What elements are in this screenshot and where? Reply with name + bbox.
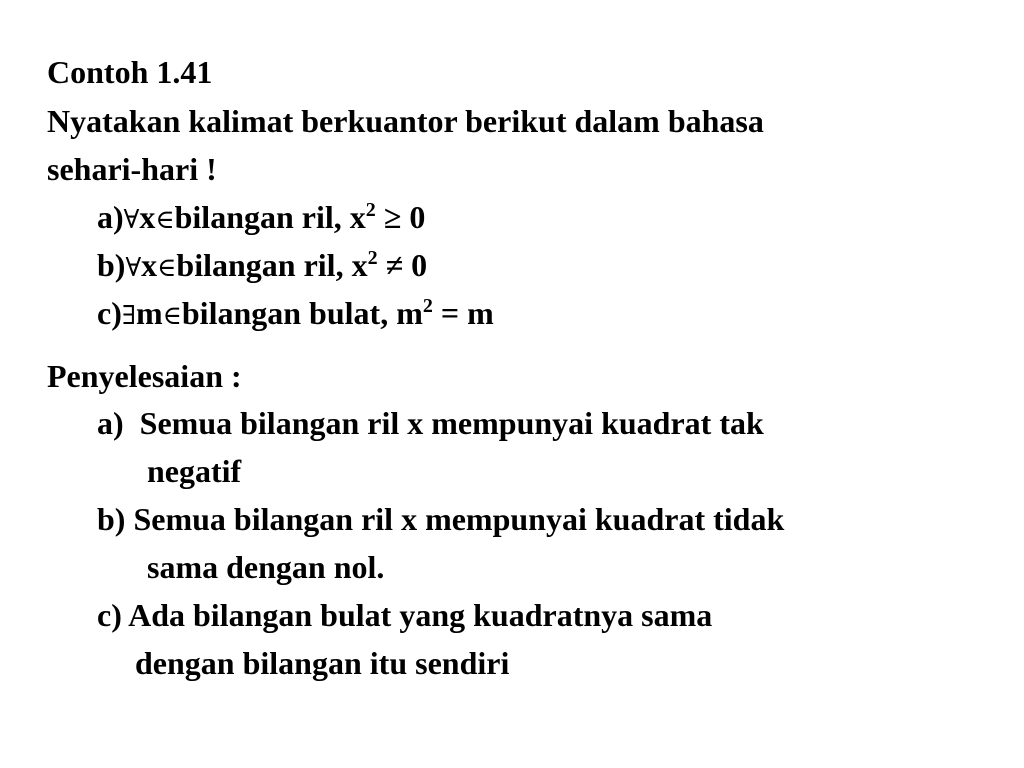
answer-label: a) [97,405,124,441]
statement-variable: m [135,295,163,331]
statement-relation: ≠ 0 [385,247,428,283]
exponent: 2 [367,247,378,269]
answer-b-line-2: sama dengan nol. [147,549,385,585]
exponent: 2 [365,199,376,221]
statement-domain: bilangan ril, x [174,199,366,235]
answer-b-line-1 [97,499,784,539]
answer-a-line-2: negatif [147,453,242,489]
statement-domain: bilangan bulat, m [181,295,423,331]
exists-symbol: ∃ [121,301,136,331]
solution-heading: Penyelesaian : [47,358,242,394]
statement-variable: x [139,199,156,235]
statement-relation: ≥ 0 [383,199,426,235]
statement-label: c) [97,295,122,331]
slide-title: Contoh 1.41 [47,54,213,90]
answer-a-line-1 [97,403,764,443]
element-of-symbol: ∈ [162,301,182,331]
for-all-symbol: ∀ [123,205,140,235]
answer-c-line-2: dengan bilangan itu sendiri [135,645,510,681]
instruction-line-1: Nyatakan kalimat berkuantor berikut dalam bahasa [47,103,764,139]
statement-domain: bilangan ril, x [176,247,368,283]
statement-label: b) [97,247,126,283]
statement-a [97,197,425,240]
answer-text: Ada bilangan bulat yang kuadratnya sama [128,597,713,633]
statement-c [97,293,494,336]
answer-label: c) [97,597,122,633]
answer-c-line-1 [97,595,712,635]
answer-text: Semua bilangan ril x mempunyai kuadrat tidak [133,501,785,537]
for-all-symbol: ∀ [125,253,142,283]
element-of-symbol: ∈ [155,205,175,235]
statement-relation: = m [440,295,494,331]
statement-b [97,245,427,288]
element-of-symbol: ∈ [157,253,177,283]
answer-text: Semua bilangan ril x mempunyai kuadrat tak [139,405,764,441]
statement-label: a) [97,199,124,235]
statement-variable: x [141,247,158,283]
answer-label: b) [97,501,126,537]
instruction-line-2: sehari-hari ! [47,151,217,187]
exponent: 2 [422,295,433,317]
